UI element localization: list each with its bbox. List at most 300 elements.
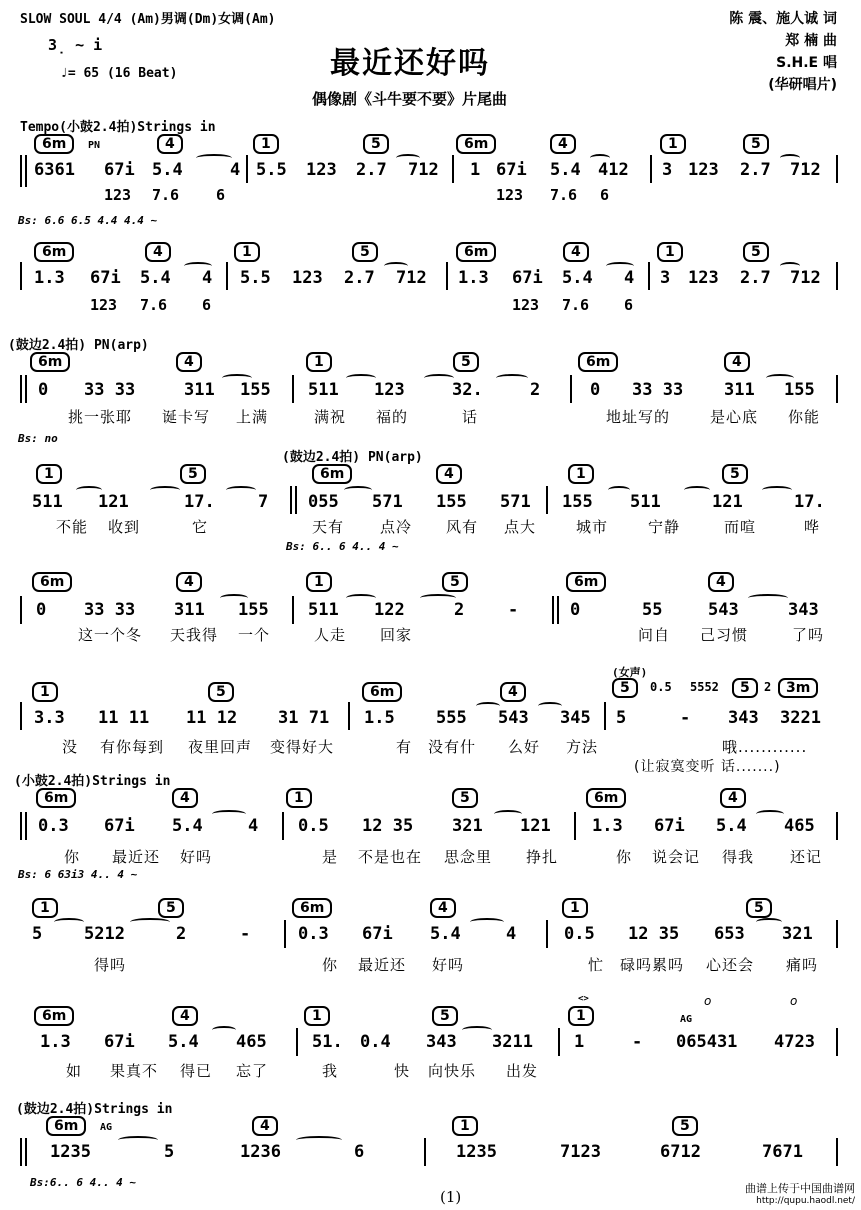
note-group: 5.4 bbox=[550, 160, 581, 180]
note-group: - bbox=[632, 1032, 643, 1052]
tie bbox=[420, 594, 456, 602]
chord-1: 1 bbox=[568, 464, 594, 484]
tie bbox=[538, 702, 562, 710]
lyric: 点大 bbox=[504, 518, 537, 536]
lyric: 夜里回声 bbox=[188, 738, 253, 756]
tie bbox=[346, 594, 376, 602]
tie bbox=[756, 918, 782, 926]
pn-mark: PN bbox=[88, 140, 101, 151]
lyric: 天有 bbox=[312, 518, 345, 536]
chord-4: 4 bbox=[720, 788, 746, 808]
chord-5: 5 bbox=[746, 898, 772, 918]
barline bbox=[650, 155, 652, 183]
note-group: 343 bbox=[728, 708, 759, 728]
lower-voice: 6 bbox=[624, 296, 634, 314]
note-group: 1.3 bbox=[592, 816, 623, 836]
female-voice-mark: (女声) bbox=[612, 666, 648, 679]
note-group: 121 bbox=[520, 816, 551, 836]
note-group: 33 33 bbox=[632, 380, 684, 400]
bass-line: Bs: no bbox=[18, 432, 58, 445]
tie bbox=[462, 1026, 492, 1034]
chord-4: 4 bbox=[145, 242, 171, 262]
note-group: 1235 bbox=[456, 1142, 497, 1162]
chord-1: 1 bbox=[660, 134, 686, 154]
vocal-range: 3̣ ~ i bbox=[48, 36, 103, 54]
lyric: 你 bbox=[322, 956, 339, 974]
chord-4: 4 bbox=[172, 1006, 198, 1026]
note-group: 5 bbox=[164, 1142, 175, 1162]
harmonic-mark: o bbox=[790, 994, 798, 1008]
chord-6m: 6m bbox=[292, 898, 332, 918]
note-group: 1236 bbox=[240, 1142, 281, 1162]
note-group: 0.4 bbox=[360, 1032, 391, 1052]
note-group: 2 bbox=[176, 924, 187, 944]
chord-6m: 6m bbox=[578, 352, 618, 372]
note-group: 67i bbox=[104, 816, 135, 836]
note-group: 155 bbox=[436, 492, 467, 512]
lyric: 是心底 bbox=[710, 408, 759, 426]
note-group: 1.3 bbox=[458, 268, 489, 288]
note-group: 12 35 bbox=[628, 924, 680, 944]
tie bbox=[762, 486, 792, 494]
note-group: 5552 bbox=[690, 680, 719, 694]
tie bbox=[220, 594, 248, 602]
chorus-mark: (小鼓2.4拍)Strings in bbox=[14, 774, 171, 789]
note-group: 5.4 bbox=[562, 268, 593, 288]
note-group: 55 bbox=[642, 600, 663, 620]
double-barline bbox=[25, 1138, 27, 1166]
harmonic-mark: o bbox=[704, 994, 712, 1008]
intro-mark: Tempo(小鼓2.4拍)Strings in bbox=[20, 120, 216, 135]
tie bbox=[118, 1136, 158, 1144]
note-group: - bbox=[240, 924, 251, 944]
lower-voice: 7.6 bbox=[562, 296, 590, 314]
chord-5: 5 bbox=[363, 134, 389, 154]
note-group: 67i bbox=[362, 924, 393, 944]
note-group: 3221 bbox=[780, 708, 821, 728]
note-group: 123 bbox=[292, 268, 323, 288]
lyric: 么好 bbox=[508, 738, 541, 756]
note-group: 3.3 bbox=[34, 708, 65, 728]
note-group: 3 bbox=[662, 160, 673, 180]
double-barline bbox=[20, 155, 22, 187]
note-group: 712 bbox=[790, 268, 821, 288]
note-group: 121 bbox=[98, 492, 129, 512]
bass-line: Bs: 6 63i3 4.. 4 ~ bbox=[18, 868, 138, 881]
tie bbox=[780, 262, 800, 270]
note-group: 12 35 bbox=[362, 816, 414, 836]
lyric: 问自 bbox=[638, 626, 671, 644]
lower-voice: 123 bbox=[512, 296, 540, 314]
barline bbox=[836, 920, 838, 948]
note-group: 17. bbox=[184, 492, 215, 512]
chord-6m: 6m bbox=[34, 242, 74, 262]
lyric: 你 bbox=[64, 848, 81, 866]
lyricist-credit: 陈 震、施人诚 词 bbox=[729, 11, 837, 27]
note-group: 712 bbox=[790, 160, 821, 180]
note-group: 0.5 bbox=[564, 924, 595, 944]
double-barline bbox=[557, 596, 559, 624]
note-group: 0.5 bbox=[298, 816, 329, 836]
lyric: 好吗 bbox=[180, 848, 213, 866]
note-group: 155 bbox=[238, 600, 269, 620]
note-group: 1 bbox=[470, 160, 481, 180]
watermark-url: http://qupu.haodl.net/ bbox=[756, 1196, 855, 1206]
note-group: 4 bbox=[624, 268, 635, 288]
note-group: 055 bbox=[308, 492, 339, 512]
note-group: 121 bbox=[712, 492, 743, 512]
lyric: 福的 bbox=[376, 408, 409, 426]
note-group: 321 bbox=[782, 924, 813, 944]
chord-5: 5 bbox=[442, 572, 468, 592]
barline bbox=[284, 920, 286, 948]
double-barline bbox=[20, 812, 22, 840]
outro-mark: (鼓边2.4拍)Strings in bbox=[16, 1102, 173, 1117]
barline bbox=[452, 155, 454, 183]
lyric: 得已 bbox=[180, 1062, 213, 1080]
lyric: 忙 bbox=[588, 956, 605, 974]
note-group: 311 bbox=[724, 380, 755, 400]
lyric: 得我 bbox=[722, 848, 755, 866]
note-group: 0.3 bbox=[38, 816, 69, 836]
lyric: 人走 bbox=[314, 626, 347, 644]
style-key: SLOW SOUL 4/4 (Am)男调(Dm)女调(Am) bbox=[20, 12, 276, 27]
chord-1: 1 bbox=[32, 898, 58, 918]
verse-mark: (鼓边2.4拍) PN(arp) bbox=[282, 450, 423, 465]
chord-4: 4 bbox=[724, 352, 750, 372]
note-group: 33 33 bbox=[84, 380, 136, 400]
note-group: 67i bbox=[104, 1032, 135, 1052]
barline bbox=[648, 262, 650, 290]
note-group: 0 bbox=[590, 380, 601, 400]
note-group: 1.3 bbox=[34, 268, 65, 288]
double-barline bbox=[20, 1138, 22, 1166]
tie bbox=[196, 154, 232, 162]
tie bbox=[296, 1136, 342, 1144]
barline bbox=[836, 1138, 838, 1166]
double-barline bbox=[20, 375, 22, 403]
note-group: 571 bbox=[372, 492, 403, 512]
lyric: 还记 bbox=[790, 848, 823, 866]
note-group: 6712 bbox=[660, 1142, 701, 1162]
lyric: 没有什 bbox=[428, 738, 477, 756]
note-group: 7 bbox=[258, 492, 269, 512]
double-barline bbox=[295, 486, 297, 514]
note-group: 5.4 bbox=[140, 268, 171, 288]
lyric: 宁静 bbox=[648, 518, 681, 536]
barline bbox=[836, 1028, 838, 1056]
lyric: 己习惯 bbox=[700, 626, 749, 644]
bass-line: Bs: 6.. 6 4.. 4 ~ bbox=[286, 540, 399, 553]
note-group: 5.4 bbox=[430, 924, 461, 944]
note-group: 511 bbox=[32, 492, 63, 512]
barline bbox=[836, 262, 838, 290]
lyric: 你 bbox=[616, 848, 633, 866]
lyric: 不是也在 bbox=[358, 848, 423, 866]
lower-voice: 123 bbox=[90, 296, 118, 314]
lyric: 碌吗累吗 bbox=[620, 956, 685, 974]
chord-4: 4 bbox=[252, 1116, 278, 1136]
note-group: 5.5 bbox=[240, 268, 271, 288]
lyric: 它 bbox=[192, 518, 209, 536]
note-group: 0 bbox=[38, 380, 49, 400]
tie bbox=[470, 918, 504, 926]
barline bbox=[292, 596, 294, 624]
watermark bbox=[745, 1182, 855, 1208]
lyric: 果真不 bbox=[110, 1062, 159, 1080]
note-group: 1.3 bbox=[40, 1032, 71, 1052]
barline bbox=[282, 812, 284, 840]
lyric: 痛吗 bbox=[786, 956, 819, 974]
song-subtitle: 偶像剧《斗牛要不要》片尾曲 bbox=[312, 90, 508, 108]
chord-4: 4 bbox=[172, 788, 198, 808]
note-group: 0 bbox=[36, 600, 47, 620]
note-group: 5 bbox=[32, 924, 43, 944]
composer-credit: 郑 楠 曲 bbox=[785, 33, 837, 49]
note-group: 123 bbox=[306, 160, 337, 180]
note-group: 345 bbox=[560, 708, 591, 728]
note-group: 5.4 bbox=[172, 816, 203, 836]
chord-1: 1 bbox=[32, 682, 58, 702]
chord-6m: 6m bbox=[312, 464, 352, 484]
lyric: 上满 bbox=[236, 408, 269, 426]
lyric: 我 bbox=[322, 1062, 339, 1080]
note-group: 0.3 bbox=[298, 924, 329, 944]
note-group: 1 bbox=[574, 1032, 585, 1052]
barline bbox=[20, 596, 22, 624]
tie bbox=[54, 918, 84, 926]
note-group: 11 11 bbox=[98, 708, 150, 728]
tie bbox=[606, 262, 634, 270]
chord-6m: 6m bbox=[456, 242, 496, 262]
chord-6m: 6m bbox=[34, 1006, 74, 1026]
lyric: 而喧 bbox=[724, 518, 757, 536]
tempo-marking: ♩= 65 (16 Beat) bbox=[60, 66, 178, 81]
note-group: 1.5 bbox=[364, 708, 395, 728]
lyric: 好吗 bbox=[432, 956, 465, 974]
chord-5: 5 bbox=[452, 788, 478, 808]
chord-1: 1 bbox=[286, 788, 312, 808]
lyric: 哦............ bbox=[722, 738, 808, 756]
note-group: 4 bbox=[506, 924, 517, 944]
note-group: - bbox=[680, 708, 691, 728]
note-group: 11 12 bbox=[186, 708, 238, 728]
note-group: 511 bbox=[630, 492, 661, 512]
chord-3m: 3m bbox=[778, 678, 818, 698]
lyric: 挑一张耶 bbox=[68, 408, 133, 426]
lyric: 快 bbox=[394, 1062, 411, 1080]
chord-4: 4 bbox=[550, 134, 576, 154]
lyric: 没 bbox=[62, 738, 79, 756]
chord-4: 4 bbox=[430, 898, 456, 918]
chord-1: 1 bbox=[36, 464, 62, 484]
chord-5: 5 bbox=[612, 678, 638, 698]
tie bbox=[212, 1026, 236, 1034]
singer-credit: S.H.E 唱 bbox=[776, 55, 837, 71]
barline bbox=[836, 155, 838, 183]
tie bbox=[212, 810, 246, 818]
barline bbox=[558, 1028, 560, 1056]
lyric: 最近还 bbox=[358, 956, 407, 974]
chord-5: 5 bbox=[743, 134, 769, 154]
lyric: 不能 bbox=[56, 518, 89, 536]
label-credit: (华研唱片) bbox=[768, 77, 837, 93]
lyric: 风有 bbox=[446, 518, 479, 536]
lyric: 有你每到 bbox=[100, 738, 165, 756]
note-group: 155 bbox=[240, 380, 271, 400]
note-group: 5.4 bbox=[716, 816, 747, 836]
lyric: 回家 bbox=[380, 626, 413, 644]
tie bbox=[766, 374, 794, 382]
chord-6m: 6m bbox=[566, 572, 606, 592]
note-group: 4 bbox=[230, 160, 241, 180]
ag-mark: AG bbox=[680, 1014, 693, 1025]
chord-5: 5 bbox=[743, 242, 769, 262]
note-group: 465 bbox=[784, 816, 815, 836]
note-group: 543 bbox=[708, 600, 739, 620]
tie bbox=[226, 486, 256, 494]
lower-voice: 7.6 bbox=[550, 186, 578, 204]
note-group: 343 bbox=[426, 1032, 457, 1052]
note-group: 6361 bbox=[34, 160, 75, 180]
chord-5: 5 bbox=[180, 464, 206, 484]
chord-4: 4 bbox=[157, 134, 183, 154]
barline bbox=[292, 375, 294, 403]
note-group: 712 bbox=[396, 268, 427, 288]
chord-5: 5 bbox=[453, 352, 479, 372]
note-group: 311 bbox=[184, 380, 215, 400]
lower-voice: 123 bbox=[496, 186, 524, 204]
barline bbox=[20, 702, 22, 730]
barline bbox=[446, 262, 448, 290]
lyric: 得吗 bbox=[94, 956, 127, 974]
lyric: 收到 bbox=[108, 518, 141, 536]
lyric: 向快乐 bbox=[428, 1062, 477, 1080]
note-group: 0.5 bbox=[650, 680, 672, 694]
barline bbox=[574, 812, 576, 840]
note-group: 4 bbox=[248, 816, 259, 836]
chord-4: 4 bbox=[563, 242, 589, 262]
note-group: 2.7 bbox=[344, 268, 375, 288]
note-group: 51. bbox=[312, 1032, 343, 1052]
note-group: 155 bbox=[784, 380, 815, 400]
chord-5: 5 bbox=[672, 1116, 698, 1136]
chord-1: 1 bbox=[657, 242, 683, 262]
note-group: 67i bbox=[104, 160, 135, 180]
tie bbox=[494, 810, 522, 818]
lyric: 这一个冬 bbox=[78, 626, 143, 644]
tie bbox=[590, 154, 610, 162]
note-group: 32. bbox=[452, 380, 483, 400]
tie bbox=[150, 486, 180, 494]
note-group: - bbox=[508, 600, 519, 620]
tie bbox=[748, 594, 788, 602]
note-group: 17. bbox=[794, 492, 825, 512]
note-group: 1235 bbox=[50, 1142, 91, 1162]
chord-4: 4 bbox=[500, 682, 526, 702]
chord-1: 1 bbox=[568, 1006, 594, 1026]
note-group: 4723 bbox=[774, 1032, 815, 1052]
lyric: 一个 bbox=[238, 626, 271, 644]
chord-6m: 6m bbox=[456, 134, 496, 154]
note-group: 412 bbox=[598, 160, 629, 180]
note-group: 33 33 bbox=[84, 600, 136, 620]
note-group: 2 bbox=[454, 600, 465, 620]
note-group: 123 bbox=[374, 380, 405, 400]
bass-line: Bs:6.. 6 4.. 4 ~ bbox=[30, 1176, 136, 1189]
chord-6m: 6m bbox=[30, 352, 70, 372]
chord-5: 5 bbox=[432, 1006, 458, 1026]
chord-1: 1 bbox=[306, 572, 332, 592]
lyric: 点冷 bbox=[380, 518, 413, 536]
lower-voice: 6 bbox=[202, 296, 212, 314]
chord-1: 1 bbox=[304, 1006, 330, 1026]
tie bbox=[756, 810, 784, 818]
barline bbox=[604, 702, 606, 730]
lyric: 城市 bbox=[576, 518, 609, 536]
tie bbox=[684, 486, 710, 494]
note-group: 311 bbox=[174, 600, 205, 620]
tie bbox=[76, 486, 102, 494]
chord-6m: 6m bbox=[46, 1116, 86, 1136]
note-group: 6 bbox=[354, 1142, 365, 1162]
song-title: 最近还好吗 bbox=[330, 46, 490, 81]
tie bbox=[130, 918, 170, 926]
alt-lyric: (让寂寞变听 话.......) bbox=[634, 759, 781, 775]
double-barline bbox=[552, 596, 554, 624]
lyric: 方法 bbox=[566, 738, 599, 756]
chord-5: 5 bbox=[732, 678, 758, 698]
barline bbox=[546, 920, 548, 948]
chord-4: 4 bbox=[176, 352, 202, 372]
lyric: 忘了 bbox=[236, 1062, 269, 1080]
barline bbox=[836, 375, 838, 403]
barline bbox=[570, 375, 572, 403]
chord-4: 4 bbox=[708, 572, 734, 592]
lyric: 是 bbox=[322, 848, 339, 866]
barline bbox=[348, 702, 350, 730]
note-group: 67i bbox=[90, 268, 121, 288]
note-group: 5.5 bbox=[256, 160, 287, 180]
lower-voice: 123 bbox=[104, 186, 132, 204]
note-group: 2.7 bbox=[356, 160, 387, 180]
tie bbox=[344, 486, 372, 494]
note-group: 31 71 bbox=[278, 708, 330, 728]
lyric: 思念里 bbox=[444, 848, 493, 866]
lower-voice: 7.6 bbox=[152, 186, 180, 204]
barline bbox=[836, 812, 838, 840]
note-group: 555 bbox=[436, 708, 467, 728]
note-group: 123 bbox=[688, 268, 719, 288]
double-barline bbox=[25, 812, 27, 840]
ag-mark: AG bbox=[100, 1122, 113, 1133]
note-group: 712 bbox=[408, 160, 439, 180]
note-group: 155 bbox=[562, 492, 593, 512]
lyric: 天我得 bbox=[170, 626, 219, 644]
chord-1: 1 bbox=[306, 352, 332, 372]
lyric: 说会记 bbox=[652, 848, 701, 866]
barline bbox=[20, 262, 22, 290]
chord-6m: 6m bbox=[32, 572, 72, 592]
note-group: 543 bbox=[498, 708, 529, 728]
tie bbox=[496, 374, 528, 382]
note-group: 653 bbox=[714, 924, 745, 944]
lyric: 有 bbox=[396, 738, 413, 756]
lyric: 哗 bbox=[804, 518, 821, 536]
lyric: 最近还 bbox=[112, 848, 161, 866]
tie bbox=[476, 702, 500, 710]
note-group: 5212 bbox=[84, 924, 125, 944]
